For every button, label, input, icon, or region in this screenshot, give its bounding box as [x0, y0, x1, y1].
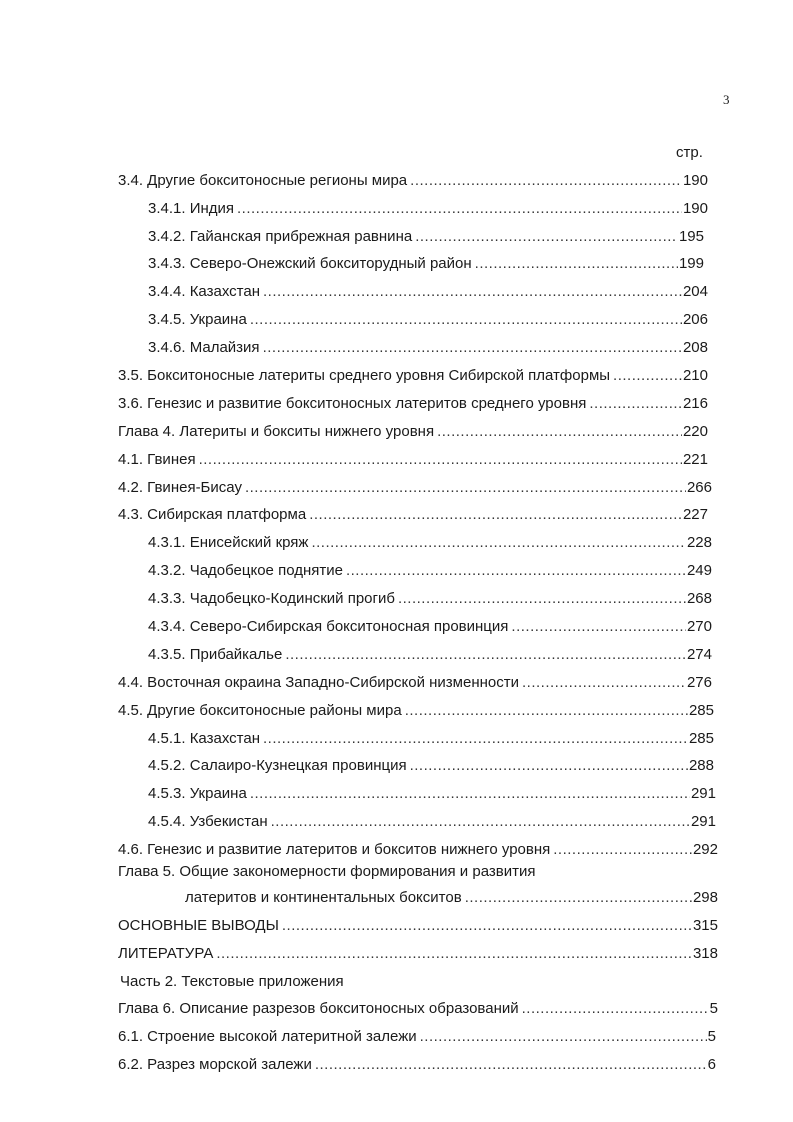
toc-entry-page: 249: [686, 562, 712, 579]
toc-entry: [148, 534, 712, 552]
toc-entry-title: 4.5. Другие бокситоносные районы мира: [118, 702, 402, 719]
dot-leader: [271, 813, 690, 831]
toc-entry-page: 285: [688, 702, 714, 719]
toc-entry: [185, 889, 718, 907]
toc-part-heading: Часть 2. Текстовые приложения: [120, 973, 344, 990]
dot-leader: [263, 283, 682, 301]
toc-entry: [118, 423, 708, 441]
dot-leader: [475, 255, 678, 273]
page-number: 3: [723, 92, 730, 107]
toc-entry-page: 270: [686, 618, 712, 635]
toc-entry-page: 291: [690, 813, 716, 830]
toc-entry-title: 4.6. Генезис и развитие латеритов и бокситов нижнего уровня: [118, 841, 551, 858]
dot-leader: [398, 590, 686, 608]
toc-entry: [118, 917, 718, 935]
toc-chapter-heading: Глава 5. Общие закономерности формирования и развития: [118, 863, 536, 880]
toc-entry-title: 4.5.4. Узбекистан: [148, 813, 268, 830]
toc-entry: [148, 757, 714, 775]
dot-leader: [250, 311, 682, 329]
toc-entry-page: 288: [688, 757, 714, 774]
toc-entry-page: 292: [692, 841, 718, 858]
toc-entry: [118, 451, 708, 469]
toc-entry-page: 5: [709, 1000, 718, 1017]
toc-entry-title: 4.1. Гвинея: [118, 451, 196, 468]
toc-entry: [148, 228, 704, 246]
toc-entry-page: 274: [686, 646, 712, 663]
toc-entry-page: 204: [682, 283, 708, 300]
dot-leader: [216, 945, 692, 963]
toc-entry-page: 195: [678, 228, 704, 245]
toc-entry: [118, 1056, 716, 1074]
dot-leader: [410, 172, 682, 190]
toc-entry-title: 3.6. Генезис и развитие бокситоносных латеритов среднего уровня: [118, 395, 587, 412]
toc-entry-title: 3.5. Бокситоносные латериты среднего уровня Сибирской платформы: [118, 367, 611, 384]
dot-leader: [285, 646, 686, 664]
toc-entry: [118, 479, 712, 497]
toc-entry-page: 291: [690, 785, 716, 802]
dot-leader: [282, 917, 692, 935]
toc-entry: [148, 618, 712, 636]
dot-leader: [346, 562, 686, 580]
toc-entry-title: латеритов и континентальных бокситов: [185, 889, 462, 906]
toc-entry-page: 5: [707, 1028, 716, 1045]
toc-entry-title: 3.4.4. Казахстан: [148, 283, 260, 300]
toc-entry: [118, 172, 708, 190]
dot-leader: [553, 841, 692, 859]
toc-entry-title: ЛИТЕРАТУРА: [118, 945, 214, 962]
dot-leader: [437, 423, 682, 441]
toc-entry: [148, 255, 704, 273]
toc-entry-title: Глава 6. Описание разрезов бокситоносных образований: [118, 1000, 519, 1017]
toc-entry-title: 3.4.3. Северо-Онежский бокситорудный район: [148, 255, 472, 272]
dot-leader: [522, 674, 686, 692]
dot-leader: [589, 395, 682, 413]
toc-entry-page: 216: [682, 395, 708, 412]
dot-leader: [237, 200, 682, 218]
toc-entry-title: 4.2. Гвинея-Бисау: [118, 479, 242, 496]
toc-entry-page: 228: [686, 534, 712, 551]
dot-leader: [263, 339, 682, 357]
toc-entry: [118, 1028, 716, 1046]
toc-entry: [148, 200, 708, 218]
toc-entry-title: 3.4.2. Гайанская прибрежная равнина: [148, 228, 413, 245]
dot-leader: [405, 702, 688, 720]
toc-entry: [148, 283, 708, 301]
dot-leader: [410, 757, 688, 775]
toc-entry-title: 4.3.3. Чадобецко-Кодинский прогиб: [148, 590, 395, 607]
toc-entry: [148, 646, 712, 664]
toc-entry-page: 318: [692, 945, 718, 962]
dot-leader: [465, 889, 692, 907]
toc-entry: [118, 841, 718, 859]
dot-leader: [199, 451, 682, 469]
toc-entry-title: 4.5.3. Украина: [148, 785, 247, 802]
toc-entry-title: 3.4. Другие бокситоносные регионы мира: [118, 172, 408, 189]
toc-entry-page: 227: [682, 506, 708, 523]
toc-entry: [118, 674, 712, 692]
dot-leader: [311, 534, 686, 552]
toc-entry-title: 6.1. Строение высокой латеритной залежи: [118, 1028, 417, 1045]
toc-entry-title: Глава 4. Латериты и бокситы нижнего уровня: [118, 423, 435, 440]
toc-entry: [118, 702, 714, 720]
toc-entry: [148, 562, 712, 580]
toc-entry-page: 221: [682, 451, 708, 468]
toc-entry-page: 6: [707, 1056, 716, 1073]
dot-leader: [420, 1028, 707, 1046]
toc-entry: [148, 785, 716, 803]
dot-leader: [415, 228, 678, 246]
toc-entry-page: 190: [682, 172, 708, 189]
dot-leader: [245, 479, 686, 497]
toc-entry-page: 285: [688, 730, 714, 747]
toc-entry: [148, 311, 708, 329]
toc-entry-page: 276: [686, 674, 712, 691]
toc-entry: [118, 506, 708, 524]
toc-entry-page: 206: [682, 311, 708, 328]
toc-entry-title: 4.3.4. Северо-Сибирская бокситоносная провинция: [148, 618, 509, 635]
dot-leader: [250, 785, 690, 803]
toc-entry-page: 210: [682, 367, 708, 384]
toc-entry-title: 4.3. Сибирская платформа: [118, 506, 307, 523]
dot-leader: [511, 618, 686, 636]
toc-entry-title: 3.4.1. Индия: [148, 200, 235, 217]
toc-entry-title: ОСНОВНЫЕ ВЫВОДЫ: [118, 917, 279, 934]
toc-entry-title: 4.5.2. Салаиро-Кузнецкая провинция: [148, 757, 407, 774]
dot-leader: [315, 1056, 707, 1074]
toc-entry-page: 298: [692, 889, 718, 906]
toc-entry: [118, 1000, 718, 1018]
toc-entry-page: 315: [692, 917, 718, 934]
dot-leader: [263, 730, 688, 748]
toc-entry-page: 199: [678, 255, 704, 272]
dot-leader: [522, 1000, 709, 1018]
dot-leader: [309, 506, 682, 524]
toc-entry-title: 4.3.5. Прибайкалье: [148, 646, 283, 663]
toc-entry-page: 220: [682, 423, 708, 440]
toc-entry-title: 4.4. Восточная окраина Западно-Сибирской низменности: [118, 674, 519, 691]
toc-entry: [118, 367, 708, 385]
toc-entry-title: 3.4.5. Украина: [148, 311, 247, 328]
toc-entry-title: 6.2. Разрез морской залежи: [118, 1056, 312, 1073]
toc-entry-page: 190: [682, 200, 708, 217]
dot-leader: [613, 367, 682, 385]
toc-entry-title: 3.4.6. Малайзия: [148, 339, 260, 356]
toc-entry: [148, 730, 714, 748]
toc-entry: [118, 395, 708, 413]
toc-entry-title: 4.3.1. Енисейский кряж: [148, 534, 309, 551]
toc-entry: [148, 813, 716, 831]
toc-entry-title: 4.5.1. Казахстан: [148, 730, 260, 747]
toc-entry-title: 4.3.2. Чадобецкое поднятие: [148, 562, 343, 579]
toc-entry: [118, 945, 718, 963]
toc-entry: [148, 590, 712, 608]
page-column-header: стр.: [676, 144, 703, 161]
toc-entry: [148, 339, 708, 357]
toc-entry-page: 266: [686, 479, 712, 496]
toc-entry-page: 268: [686, 590, 712, 607]
toc-entry-page: 208: [682, 339, 708, 356]
